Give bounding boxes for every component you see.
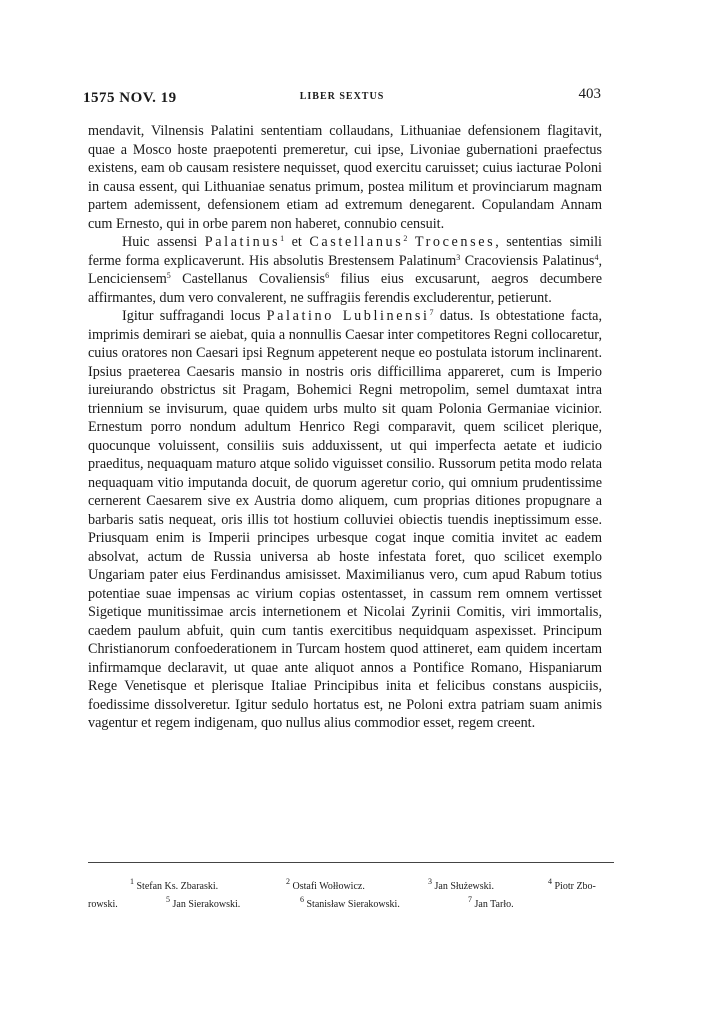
- text-run: , sententias simili ferme forma explicaverunt. His absolutis Brestensem Palatinum: [88, 234, 602, 269]
- spaced-name: Castellanus: [309, 234, 404, 250]
- header-date: 1575 NOV. 19: [83, 90, 177, 106]
- footnote-4: [548, 878, 596, 896]
- spaced-name: Palatino Lublinensi: [266, 308, 430, 324]
- spaced-name: Palatinus: [204, 234, 281, 250]
- footnote-text: Jan Tarło.: [474, 899, 514, 910]
- footnote-7: [468, 896, 514, 914]
- paragraph-2: [88, 233, 602, 307]
- footnote-4-continued: [88, 896, 118, 914]
- footnote-ref: 2: [403, 234, 408, 243]
- footnote-ref: 7: [429, 308, 434, 317]
- header-book-title: LIBER SEXTUS: [299, 91, 385, 102]
- footnote-text: Piotr Zbo-: [554, 881, 596, 892]
- text-run: datus. Is obtestatione facta, imprimis demirari se aiebat, quia a nonnullis Caesar inter competitores Regni collocaretur, cuius oratores non Caesari ipsi Regnum appeterent neque eo postulata istorum inclinarent. Ipsius praeterea Caesaris mansio in nostris oris difficillima appareret, cum is Imperio iureiurando obstrictus sit Pragam, Bohemici Regni metropolim, semel dumtaxat intra triennium se invisurum, quae quidem urbs multo sit quam Polonia Germaniae vicinior. Ernestum porro nondum adultum Henrico Regi comparavit, quem scilicet plerique, quocunque voluissent, consiliis suis adduxissent, ut qui imperfecta aetate et iudicio praeditus, nequaquam maturo atque solido viguisset consilio. Russorum petita modo relata nequaquam vitio imputanda docuit, de quorum ageretur corio, qui omnium prudentissime cernerent Caesarem sive ex Austria domo aliquem, cum proprias ditiones propugnare a barbaris satis nequeat, oris illis tot hostium colluviei obiectis tuendis ineptissimum esse. Priusquam enim is Imperii principes urbesque cogat inque comitia invitet ac eadem absolvat, actum de Russia universa ab hoste infestata foret, quo scilicet exemplo Ungariam pater eius Ferdinandus amisisset. Maximilianus vero, cum apud Rabum totius potentiae suae impensas ac virium copias ostentasset, in cassum rem omnem vertisset Sigetique munitissimae arcis internetionem et Nicolai Zyrinii Comitis, viri immortalis, caedem paulum abfuit, quin cum tantis exercitibus nequidquam aspexisset. Principum Christianorum confoederationem in Turcam hostem quod attineret, eam quidem incertam infirmamque declaravit, ut quae ante aliquot annos a Pontifice Romano, Hispaniarum Rege Venetisque et plerisque Italiae Principibus inita et felicibus constans auspiciis, foedissime dissolveretur. Igitur sedulo hortatus est, ne Poloni extra patriam suam animis vagentur et regem indigenam, quo nullus alius commodior esset, regem creent.: [88, 308, 602, 731]
- footnote-number: 6: [300, 895, 304, 904]
- footnote-text: rowski.: [88, 899, 118, 910]
- footnote-text: Stefan Ks. Zbaraski.: [136, 881, 219, 892]
- footnote-line: [88, 878, 608, 896]
- footnote-ref: 1: [280, 234, 285, 243]
- footnote-number: 5: [166, 895, 170, 904]
- footnote-number: 1: [130, 877, 134, 886]
- footnote-number: 3: [428, 877, 432, 886]
- text-run: filius eius excusarunt, aegros decumbere affirmantes, dum vero convalerent, ne suffragiis ferendis excluderentur, petierunt.: [88, 271, 602, 306]
- text-run: et: [284, 234, 310, 250]
- footnote-line: [88, 896, 608, 914]
- text-run: Igitur suffragandi locus: [122, 308, 267, 324]
- text-run: , Lenciciensem: [88, 252, 602, 287]
- footnote-number: 4: [548, 877, 552, 886]
- footnote-ref: 6: [325, 271, 330, 280]
- text-run: Castellanus Covaliensis: [170, 271, 326, 287]
- paragraph-3: [88, 307, 602, 733]
- spaced-name: Trocenses: [414, 234, 496, 250]
- main-text: [88, 122, 602, 733]
- text-run: Huic assensi: [122, 234, 205, 250]
- footnote-3: [428, 878, 494, 896]
- footnote-number: 7: [468, 895, 472, 904]
- footnotes: [88, 878, 608, 914]
- footnote-ref: 3: [456, 252, 461, 262]
- footnote-number: 2: [286, 877, 290, 886]
- footnote-text: Jan Służewski.: [434, 881, 494, 892]
- footnote-text: Ostafi Wołłowicz.: [292, 881, 365, 892]
- footnote-ref: 5: [166, 271, 171, 280]
- footnote-text: Stanisław Sierakowski.: [306, 899, 400, 910]
- footnote-divider: [88, 862, 614, 863]
- paragraph-1: mendavit, Vilnensis Palatini sententiam collaudans, Lithuaniae defensionem flagitavit, quae a Mosco hoste praepotenti premeretur, cui ipse, Livoniae gubernationi praefectus existens, eam ob causam resistere nequisset, quod exercitu caruisset; cuius iacturae Poloni in causa essent, qui Lithuaniae senatus primum, postea militum et provinciarum magnam partem ademissent, defensionem etiam ad extremum denegarent. Copulandam Annam cum Ernesto, qui in orbe parem non haberet, connubio censuit.: [88, 123, 602, 232]
- footnote-2: [286, 878, 365, 896]
- footnote-ref: 4: [594, 252, 599, 262]
- footnote-text: Jan Sierakowski.: [172, 899, 241, 910]
- footnote-5: [166, 896, 240, 914]
- text-run: [407, 234, 414, 250]
- footnote-1: [130, 878, 218, 896]
- text-run: Cracoviensis Palatinus: [460, 252, 595, 269]
- page-number: 403: [578, 86, 601, 102]
- footnote-6: [300, 896, 400, 914]
- running-header: [83, 86, 601, 108]
